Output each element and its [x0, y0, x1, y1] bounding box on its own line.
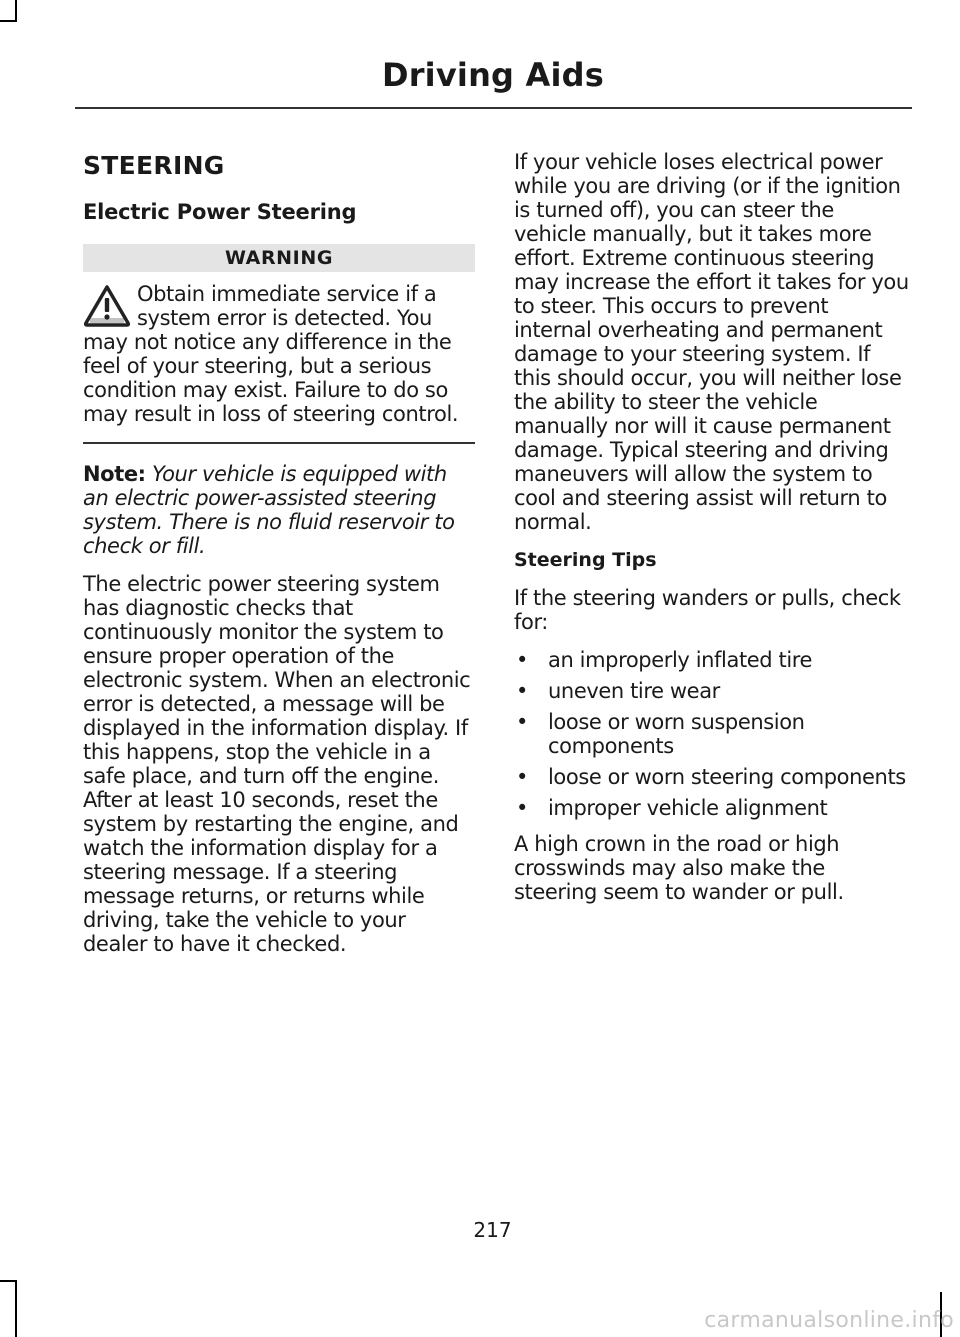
crop-mark-top-left-h: [0, 20, 17, 22]
header-rule: [75, 107, 912, 109]
warning-box: [83, 282, 475, 444]
page-number: 217: [473, 1218, 512, 1242]
watermark: carmanualsonline.info: [704, 1308, 954, 1333]
body-paragraph: The electric power steering system has diagnostic checks that continuously monitor the system to ensure proper operation of the electronic system. When an electronic error is detected, a message will be displayed in the information display. If this happens, stop the vehicle in a safe place, and turn off the engine. After at least 10 seconds, reset the system by restarting the engine, and watch the information display for a steering message. If a steering message returns, or returns while driving, take the vehicle to your dealer to have it checked.: [83, 572, 471, 956]
crop-mark-bottom-left: [15, 1280, 17, 1337]
warning-text: Obtain immediate service if a system error is detected. You may not notice any difference in the feel of your steering, but a serious condition may exist. Failure to do so may result in loss of steering control.: [83, 282, 459, 426]
page-title: Driving Aids: [381, 56, 604, 94]
crop-mark-bottom-left-h: [0, 1280, 17, 1282]
note-text: Your vehicle is equipped with an electric power-assisted steering system. There is no fluid reservoir to check or fill.: [83, 462, 455, 558]
list-item: • loose or worn suspension components: [514, 710, 910, 758]
warning-triangle-icon: [83, 284, 131, 328]
list-item: • an improperly inflated tire: [514, 648, 910, 672]
list-item: • loose or worn steering components: [514, 765, 910, 789]
note-label: Note:: [83, 462, 146, 486]
closing-paragraph: A high crown in the road or high crosswinds may also make the steering seem to wander or pull.: [514, 832, 844, 904]
list-item: • improper vehicle alignment: [514, 796, 910, 820]
right-column: [514, 150, 910, 904]
note: [83, 462, 475, 558]
subsection-heading: Electric Power Steering: [83, 200, 357, 224]
list-item: • uneven tire wear: [514, 679, 910, 703]
warning-banner: WARNING: [83, 244, 475, 272]
tips-intro: If the steering wanders or pulls, check for:: [514, 586, 901, 634]
body-paragraph-right: If your vehicle loses electrical power while you are driving (or if the ignition is turned off), you can steer the vehicle manually, but it takes more effort. Extreme continuous steering may increase the effort it takes for you to steer. This occurs to prevent internal overheating and permanent damage to your steering system. If this should occur, you will neither lose the ability to steer the vehicle manually nor will it cause permanent damage. Typical steering and driving maneuvers will allow the system to cool and steering assist will return to normal.: [514, 150, 909, 534]
tips-list: [514, 648, 910, 820]
left-column: [83, 150, 475, 956]
section-heading: STEERING: [83, 151, 225, 180]
tips-heading: Steering Tips: [514, 549, 657, 571]
crop-mark-top-left: [15, 0, 17, 22]
